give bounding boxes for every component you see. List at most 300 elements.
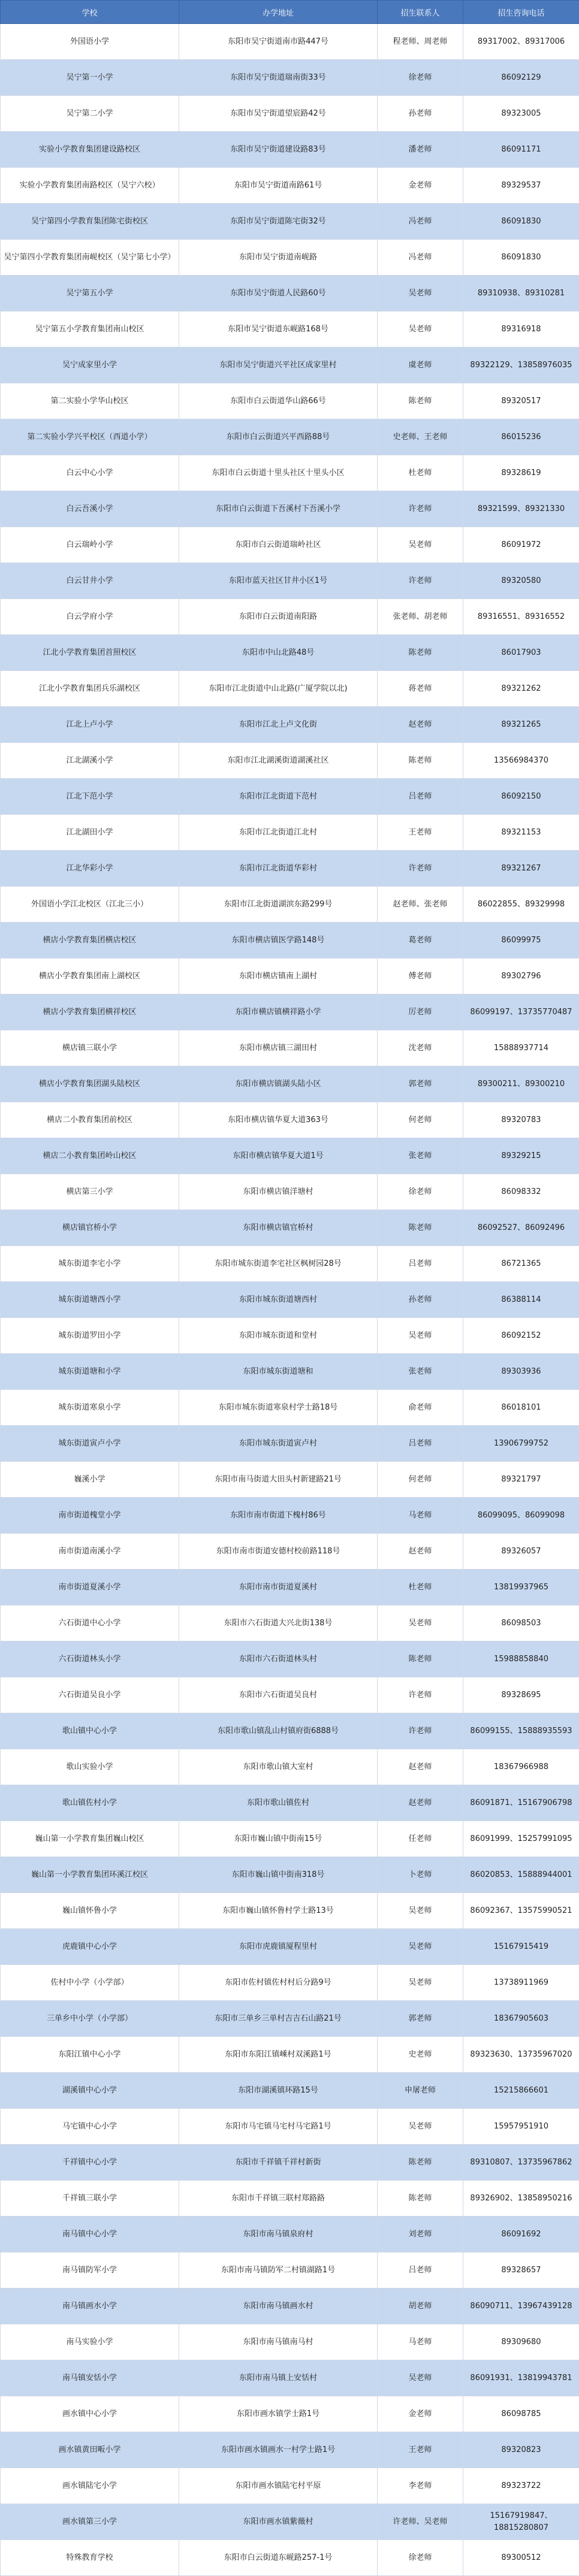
cell-phone: 89321599、89321330 — [463, 491, 579, 527]
cell-phone: 86091999、15257991095 — [463, 1821, 579, 1857]
table-row — [1, 1462, 579, 1498]
cell-address: 东阳市吴宁街道南市路447号 — [179, 24, 378, 60]
cell-address: 东阳市江北湖溪街道湖溪社区 — [179, 743, 378, 779]
cell-contact: 吕老师 — [378, 1246, 463, 1282]
cell-contact: 卜老师 — [378, 1857, 463, 1893]
table-row — [1, 1821, 579, 1857]
cell-contact: 王老师 — [378, 815, 463, 851]
cell-phone: 86388114 — [463, 1282, 579, 1318]
cell-school: 南马镇中心小学 — [1, 2217, 179, 2253]
cell-contact: 陈老师 — [378, 743, 463, 779]
cell-contact: 赵老师 — [378, 1785, 463, 1821]
cell-address: 东阳市湖溪镇环路15号 — [179, 2073, 378, 2109]
table-row — [1, 2360, 579, 2396]
cell-contact: 吕老师 — [378, 1426, 463, 1462]
cell-school: 城东街道李宅小学 — [1, 1246, 179, 1282]
cell-school: 吴宁第四小学教育集团南岘校区（吴宁第七小学） — [1, 240, 179, 276]
cell-school: 实验小学教育集团建设路校区 — [1, 132, 179, 168]
cell-school: 画水镇第三小学 — [1, 2504, 179, 2540]
cell-contact: 刘老师 — [378, 2217, 463, 2253]
cell-school: 六石街道中心小学 — [1, 1606, 179, 1641]
cell-address: 东阳市千祥镇三联村郑路路 — [179, 2181, 378, 2217]
cell-address: 东阳市吴宁街道瑞南街33号 — [179, 60, 378, 96]
cell-address: 东阳市吴宁街道望宸路42号 — [179, 96, 378, 132]
table-row — [1, 1102, 579, 1138]
table-row — [1, 2288, 579, 2324]
cell-phone: 15888937714 — [463, 1030, 579, 1066]
cell-address: 东阳市横店镇湖头陆小区 — [179, 1066, 378, 1102]
cell-phone: 89328619 — [463, 455, 579, 491]
cell-phone: 89321262 — [463, 671, 579, 707]
cell-school: 歌山镇佐村小学 — [1, 1785, 179, 1821]
table-row — [1, 1426, 579, 1462]
table-row — [1, 1354, 579, 1390]
cell-phone: 89323630、13735967020 — [463, 2037, 579, 2073]
cell-phone: 15167919847、18815280807 — [463, 2504, 579, 2540]
table-row — [1, 2037, 579, 2073]
cell-phone: 89316918 — [463, 312, 579, 347]
table-row — [1, 2253, 579, 2288]
cell-address: 东阳市横店镇华夏大道1号 — [179, 1138, 378, 1174]
cell-phone: 86099975 — [463, 923, 579, 959]
table-row — [1, 1498, 579, 1534]
cell-phone: 89326057 — [463, 1534, 579, 1570]
cell-school: 江北华彩小学 — [1, 851, 179, 887]
cell-address: 东阳市画水镇学士路1号 — [179, 2396, 378, 2432]
cell-school: 千祥镇三联小学 — [1, 2181, 179, 2217]
cell-address: 东阳市江北街道中山北路(广厦学院以北) — [179, 671, 378, 707]
cell-contact: 陈老师 — [378, 2145, 463, 2181]
cell-school: 江北湖田小学 — [1, 815, 179, 851]
cell-phone: 89310938、89310281 — [463, 276, 579, 312]
cell-contact: 傅老师 — [378, 959, 463, 994]
cell-school: 横店二小教育集团前校区 — [1, 1102, 179, 1138]
cell-contact: 吴老师 — [378, 1965, 463, 2001]
table-row — [1, 455, 579, 491]
table-row — [1, 707, 579, 743]
cell-contact: 王老师 — [378, 2432, 463, 2468]
cell-contact: 陈老师 — [378, 1210, 463, 1246]
cell-school: 南马镇防军小学 — [1, 2253, 179, 2288]
table-row — [1, 96, 579, 132]
table-row — [1, 1857, 579, 1893]
cell-school: 第二实验小学华山校区 — [1, 383, 179, 419]
table-row — [1, 1749, 579, 1785]
cell-address: 东阳市城东街道寅卢村 — [179, 1426, 378, 1462]
cell-contact: 许老师 — [378, 563, 463, 599]
cell-address: 东阳市六石街道林头村 — [179, 1641, 378, 1677]
cell-phone: 89321265 — [463, 707, 579, 743]
cell-contact: 张老师、胡老师 — [378, 599, 463, 635]
cell-school: 白云瑞岭小学 — [1, 527, 179, 563]
cell-phone: 18367905603 — [463, 2001, 579, 2037]
cell-contact: 马老师 — [378, 1498, 463, 1534]
cell-contact: 郭老师 — [378, 1066, 463, 1102]
cell-contact: 赵老师、张老师 — [378, 887, 463, 923]
cell-contact: 许老师 — [378, 1713, 463, 1749]
cell-address: 东阳市巍山镇中街南15号 — [179, 1821, 378, 1857]
table-row — [1, 1246, 579, 1282]
cell-address: 东阳市白云街道十里头社区十里头小区 — [179, 455, 378, 491]
cell-school: 白云吾溪小学 — [1, 491, 179, 527]
cell-address: 东阳市六石街道吴良村 — [179, 1677, 378, 1713]
cell-school: 江北小学教育集团首照校区 — [1, 635, 179, 671]
cell-address: 东阳市江北街道华彩村 — [179, 851, 378, 887]
table-row — [1, 2109, 579, 2145]
cell-phone: 89320580 — [463, 563, 579, 599]
cell-school: 横店小学教育集团横店校区 — [1, 923, 179, 959]
table-row — [1, 60, 579, 96]
cell-school: 六石街道林头小学 — [1, 1641, 179, 1677]
header-contact: 招生联系人 — [378, 1, 463, 24]
cell-contact: 蒋老师 — [378, 671, 463, 707]
cell-contact: 陈老师 — [378, 1641, 463, 1677]
table-row — [1, 1534, 579, 1570]
cell-phone: 89320823 — [463, 2432, 579, 2468]
cell-school: 画水镇中心小学 — [1, 2396, 179, 2432]
cell-contact: 许老师 — [378, 851, 463, 887]
cell-phone: 89328657 — [463, 2253, 579, 2288]
cell-contact: 赵老师 — [378, 1534, 463, 1570]
cell-contact: 陈老师 — [378, 635, 463, 671]
cell-address: 东阳市横店镇华夏大道363号 — [179, 1102, 378, 1138]
cell-school: 城东街道罗田小学 — [1, 1318, 179, 1354]
cell-address: 东阳市白云街道兴平西路88号 — [179, 419, 378, 455]
cell-contact: 赵老师 — [378, 1749, 463, 1785]
cell-address: 东阳市白云街道东岘路257-1号 — [179, 2540, 378, 2576]
cell-phone: 86721365 — [463, 1246, 579, 1282]
cell-contact: 吴老师 — [378, 1929, 463, 1965]
cell-address: 东阳市马宅镇马宅村马宅路1号 — [179, 2109, 378, 2145]
cell-school: 巍山第一小学教育集团环溪江校区 — [1, 1857, 179, 1893]
cell-contact: 潘老师 — [378, 132, 463, 168]
table-row — [1, 1174, 579, 1210]
cell-school: 歌山镇中心小学 — [1, 1713, 179, 1749]
table-row — [1, 24, 579, 60]
table-row — [1, 2181, 579, 2217]
cell-contact: 徐老师 — [378, 1174, 463, 1210]
table-row — [1, 1210, 579, 1246]
cell-contact: 何老师 — [378, 1102, 463, 1138]
cell-school: 白云中心小学 — [1, 455, 179, 491]
cell-contact: 许老师、吴老师 — [378, 2504, 463, 2540]
cell-phone: 89309680 — [463, 2324, 579, 2360]
table-row — [1, 959, 579, 994]
cell-address: 东阳市南市街道安德村校前路118号 — [179, 1534, 378, 1570]
cell-phone: 13738911969 — [463, 1965, 579, 2001]
cell-school: 横店镇三联小学 — [1, 1030, 179, 1066]
cell-phone: 86092527、86092496 — [463, 1210, 579, 1246]
table-row — [1, 2504, 579, 2540]
cell-phone: 86098332 — [463, 1174, 579, 1210]
cell-phone: 86091972 — [463, 527, 579, 563]
cell-contact: 吴老师 — [378, 2109, 463, 2145]
table-row — [1, 2217, 579, 2253]
table-row — [1, 1390, 579, 1426]
cell-phone: 15988858840 — [463, 1641, 579, 1677]
cell-phone: 89317002、89317006 — [463, 24, 579, 60]
cell-address: 东阳市白云街道下吾溪村下吾溪小学 — [179, 491, 378, 527]
cell-address: 东阳市江北街道下范村 — [179, 779, 378, 815]
cell-school: 城东街道塘和小学 — [1, 1354, 179, 1390]
cell-address: 东阳市南马镇南马村 — [179, 2324, 378, 2360]
cell-contact: 申屠老师 — [378, 2073, 463, 2109]
cell-address: 东阳市城东街道寒泉村学士路18号 — [179, 1390, 378, 1426]
table-row — [1, 599, 579, 635]
header-address: 办学地址 — [179, 1, 378, 24]
table-row — [1, 563, 579, 599]
cell-contact: 冯老师 — [378, 240, 463, 276]
cell-address: 东阳市吴宁街道陈宅街32号 — [179, 204, 378, 240]
cell-address: 东阳市横店镇南上湖村 — [179, 959, 378, 994]
table-row — [1, 347, 579, 383]
cell-school: 虎鹿镇中心小学 — [1, 1929, 179, 1965]
table-body — [1, 24, 579, 2576]
cell-phone: 13906799752 — [463, 1426, 579, 1462]
cell-phone: 86099197、13735770487 — [463, 994, 579, 1030]
table-row — [1, 779, 579, 815]
table-row — [1, 635, 579, 671]
cell-address: 东阳市歌山镇佐村 — [179, 1785, 378, 1821]
cell-school: 东阳江镇中心小学 — [1, 2037, 179, 2073]
cell-phone: 86015236 — [463, 419, 579, 455]
cell-contact: 赵老师 — [378, 707, 463, 743]
table-row — [1, 1965, 579, 2001]
cell-phone: 89329537 — [463, 168, 579, 204]
cell-phone: 89322129、13858976035 — [463, 347, 579, 383]
cell-contact: 吴老师 — [378, 276, 463, 312]
cell-phone: 89316551、89316552 — [463, 599, 579, 635]
cell-contact: 吴老师 — [378, 2360, 463, 2396]
cell-address: 东阳市吴宁街道兴平社区成家里村 — [179, 347, 378, 383]
cell-contact: 吕老师 — [378, 779, 463, 815]
cell-address: 东阳市横店镇医学路148号 — [179, 923, 378, 959]
cell-phone: 89300211、89300210 — [463, 1066, 579, 1102]
cell-contact: 郭老师 — [378, 2001, 463, 2037]
cell-phone: 86017903 — [463, 635, 579, 671]
table-row — [1, 1282, 579, 1318]
cell-school: 南市街道夏溪小学 — [1, 1570, 179, 1606]
cell-contact: 何老师 — [378, 1462, 463, 1498]
cell-school: 佐村中小学（小学部） — [1, 1965, 179, 2001]
cell-school: 城东街道寅卢小学 — [1, 1426, 179, 1462]
cell-phone: 89321153 — [463, 815, 579, 851]
cell-address: 东阳市南马镇泉府村 — [179, 2217, 378, 2253]
cell-contact: 徐老师 — [378, 60, 463, 96]
cell-address: 东阳市南市街道夏溪村 — [179, 1570, 378, 1606]
table-row — [1, 1641, 579, 1677]
table-row — [1, 2540, 579, 2576]
table-row — [1, 2324, 579, 2360]
cell-school: 吴宁第五小学 — [1, 276, 179, 312]
cell-school: 吴宁成家里小学 — [1, 347, 179, 383]
cell-contact: 吴老师 — [378, 527, 463, 563]
cell-school: 南市街道南溪小学 — [1, 1534, 179, 1570]
cell-phone: 86018101 — [463, 1390, 579, 1426]
cell-contact: 许老师 — [378, 491, 463, 527]
cell-school: 江北上卢小学 — [1, 707, 179, 743]
cell-address: 东阳市千祥镇千祥村新街 — [179, 2145, 378, 2181]
cell-address: 东阳市江北街道湖滨东路299号 — [179, 887, 378, 923]
cell-contact: 吴老师 — [378, 1606, 463, 1641]
table-row — [1, 491, 579, 527]
cell-address: 东阳市南马镇上安恬村 — [179, 2360, 378, 2396]
cell-school: 巍山第一小学教育集团巍山校区 — [1, 1821, 179, 1857]
cell-school: 第二实验小学兴平校区（西道小学） — [1, 419, 179, 455]
cell-contact: 陈老师 — [378, 383, 463, 419]
cell-phone: 86090711、13967439128 — [463, 2288, 579, 2324]
header-school: 学校 — [1, 1, 179, 24]
table-row — [1, 312, 579, 347]
cell-school: 歌山实验小学 — [1, 1749, 179, 1785]
cell-address: 东阳市吴宁街道建设路83号 — [179, 132, 378, 168]
table-row — [1, 2001, 579, 2037]
table-row — [1, 168, 579, 204]
cell-school: 白云甘井小学 — [1, 563, 179, 599]
cell-contact: 金老师 — [378, 168, 463, 204]
cell-phone: 86099095、86099098 — [463, 1498, 579, 1534]
cell-address: 东阳市虎鹿镇厦程里村 — [179, 1929, 378, 1965]
cell-school: 巍山镇怀鲁小学 — [1, 1893, 179, 1929]
cell-school: 南马镇画水小学 — [1, 2288, 179, 2324]
cell-school: 江北下范小学 — [1, 779, 179, 815]
cell-address: 东阳市横店镇三湖田村 — [179, 1030, 378, 1066]
cell-address: 东阳市东阳江镇嵊村双溪路1号 — [179, 2037, 378, 2073]
cell-address: 东阳市六石街道大兴北街138号 — [179, 1606, 378, 1641]
cell-school: 横店镇官桥小学 — [1, 1210, 179, 1246]
cell-address: 东阳市南马镇防军二村镇湖路1号 — [179, 2253, 378, 2288]
table-row — [1, 1066, 579, 1102]
table-row — [1, 383, 579, 419]
cell-contact: 任老师 — [378, 1821, 463, 1857]
cell-school: 南马实验小学 — [1, 2324, 179, 2360]
cell-contact: 金老师 — [378, 2396, 463, 2432]
cell-phone: 86091171 — [463, 132, 579, 168]
table-row — [1, 1893, 579, 1929]
cell-contact: 胡老师 — [378, 2288, 463, 2324]
cell-school: 三单乡中小学（小学部） — [1, 2001, 179, 2037]
cell-address: 东阳市江北上卢文化街 — [179, 707, 378, 743]
table-row — [1, 204, 579, 240]
cell-contact: 冯老师 — [378, 204, 463, 240]
cell-school: 横店第三小学 — [1, 1174, 179, 1210]
cell-contact: 虞老师 — [378, 347, 463, 383]
cell-address: 东阳市佐村镇佐村村后分路9号 — [179, 1965, 378, 2001]
cell-contact: 厉老师 — [378, 994, 463, 1030]
cell-contact: 吕老师 — [378, 2253, 463, 2288]
table-row — [1, 887, 579, 923]
cell-contact: 吴老师 — [378, 312, 463, 347]
cell-school: 外国语小学 — [1, 24, 179, 60]
cell-phone: 86092150 — [463, 779, 579, 815]
cell-contact: 李老师 — [378, 2468, 463, 2504]
cell-contact: 张老师 — [378, 1138, 463, 1174]
cell-phone: 89300512 — [463, 2540, 579, 2576]
cell-phone: 89321797 — [463, 1462, 579, 1498]
cell-contact: 杜老师 — [378, 455, 463, 491]
cell-address: 东阳市城东街道李宅社区枫树园28号 — [179, 1246, 378, 1282]
cell-address: 东阳市南马镇画水村 — [179, 2288, 378, 2324]
table-row — [1, 1677, 579, 1713]
cell-school: 特殊教育学校 — [1, 2540, 179, 2576]
cell-address: 东阳市吴宁街道南岘路 — [179, 240, 378, 276]
cell-phone: 86022855、89329998 — [463, 887, 579, 923]
table-row — [1, 276, 579, 312]
cell-address: 东阳市蓝天社区甘井小区1号 — [179, 563, 378, 599]
table-row — [1, 923, 579, 959]
cell-contact: 马老师 — [378, 2324, 463, 2360]
cell-school: 吴宁第一小学 — [1, 60, 179, 96]
cell-school: 江北小学教育集团兵乐湖校区 — [1, 671, 179, 707]
table-row — [1, 671, 579, 707]
cell-school: 六石街道吴良小学 — [1, 1677, 179, 1713]
cell-phone: 86020853、15888944001 — [463, 1857, 579, 1893]
table-row — [1, 1030, 579, 1066]
table-row — [1, 2468, 579, 2504]
cell-phone: 86091871、15167906798 — [463, 1785, 579, 1821]
cell-phone: 86092367、13575990521 — [463, 1893, 579, 1929]
cell-address: 东阳市歌山镇大室村 — [179, 1749, 378, 1785]
cell-address: 东阳市画水镇画水一村学士路1号 — [179, 2432, 378, 2468]
cell-school: 画水镇陆宅小学 — [1, 2468, 179, 2504]
cell-phone: 86098785 — [463, 2396, 579, 2432]
cell-school: 城东街道寒泉小学 — [1, 1390, 179, 1426]
cell-contact: 许老师 — [378, 1677, 463, 1713]
cell-contact: 葛老师 — [378, 923, 463, 959]
cell-phone: 89323005 — [463, 96, 579, 132]
cell-address: 东阳市城东街道塘西村 — [179, 1282, 378, 1318]
cell-phone: 89310807、13735967862 — [463, 2145, 579, 2181]
cell-address: 东阳市南市街道下槐村86号 — [179, 1498, 378, 1534]
cell-school: 湖溪镇中心小学 — [1, 2073, 179, 2109]
cell-phone: 89321267 — [463, 851, 579, 887]
cell-address: 东阳市中山北路48号 — [179, 635, 378, 671]
table-row — [1, 851, 579, 887]
cell-phone: 13566984370 — [463, 743, 579, 779]
cell-school: 千祥镇中心小学 — [1, 2145, 179, 2181]
table-row — [1, 2145, 579, 2181]
cell-phone: 89326902、13858950216 — [463, 2181, 579, 2217]
cell-address: 东阳市白云街道华山路66号 — [179, 383, 378, 419]
cell-contact: 程老师、周老师 — [378, 24, 463, 60]
cell-phone: 86091830 — [463, 240, 579, 276]
cell-school: 实验小学教育集团南路校区（吴宁六校） — [1, 168, 179, 204]
cell-contact: 史老师、王老师 — [378, 419, 463, 455]
cell-address: 东阳市江北街道江北村 — [179, 815, 378, 851]
cell-address: 东阳市吴宁街道南路61号 — [179, 168, 378, 204]
cell-phone: 15215866601 — [463, 2073, 579, 2109]
cell-phone: 86092129 — [463, 60, 579, 96]
table-row — [1, 815, 579, 851]
cell-phone: 15957951910 — [463, 2109, 579, 2145]
cell-contact: 杜老师 — [378, 1570, 463, 1606]
table-row — [1, 419, 579, 455]
cell-address: 东阳市吴宁街道东岘路168号 — [179, 312, 378, 347]
cell-school: 白云学府小学 — [1, 599, 179, 635]
table-row — [1, 527, 579, 563]
cell-phone: 86091692 — [463, 2217, 579, 2253]
cell-contact: 孙老师 — [378, 1282, 463, 1318]
cell-phone: 86091931、13819943781 — [463, 2360, 579, 2396]
table-row — [1, 1929, 579, 1965]
cell-school: 江北湖溪小学 — [1, 743, 179, 779]
cell-address: 东阳市城东街道和堂村 — [179, 1318, 378, 1354]
cell-contact: 吴老师 — [378, 1893, 463, 1929]
cell-school: 横店二小教育集团岭山校区 — [1, 1138, 179, 1174]
cell-contact: 俞老师 — [378, 1390, 463, 1426]
cell-school: 南市街道槐堂小学 — [1, 1498, 179, 1534]
cell-address: 东阳市白云街道南阳路 — [179, 599, 378, 635]
